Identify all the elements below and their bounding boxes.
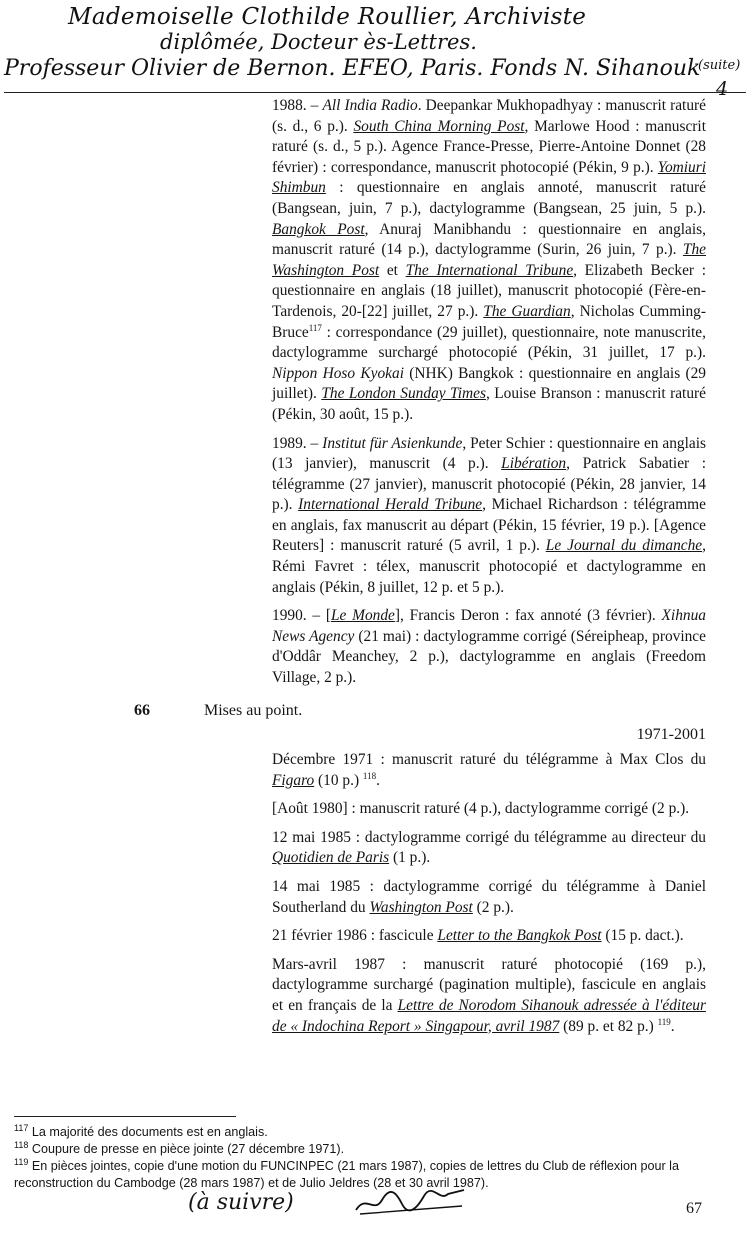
publication-title: Bangkok Post <box>272 220 365 238</box>
page-number: 67 <box>686 1200 702 1217</box>
handwritten-header-line-2: diplômée, Docteur ès-Lettres. <box>160 30 477 54</box>
paragraph <box>272 434 706 599</box>
publication-title: The Washington Post <box>272 241 706 279</box>
publication-title: Libération <box>501 455 567 473</box>
header-divider <box>4 92 746 93</box>
text-run: 1990. – [ <box>272 607 331 625</box>
footnote <box>14 1124 734 1141</box>
organization-name: Xihnua News Agency <box>272 607 706 645</box>
text-run: (NHK) Bangkok : questionnaire en anglais (29 juillet). <box>272 364 707 403</box>
entry-title: Mises au point. <box>204 702 303 719</box>
paragraph <box>272 926 706 947</box>
publication-title: Le Journal du dimanche <box>545 537 703 555</box>
text-run: et <box>379 261 406 279</box>
footnote <box>14 1141 734 1158</box>
handwritten-continuation: (à suivre) <box>188 1190 294 1215</box>
paragraph <box>272 828 706 869</box>
text-run: Mars-avril 1987 : manuscrit raturé photocopié (169 p.), dactylogramme surchargé (pagination multiple), fascicule en anglais et en français de la <box>272 955 706 1014</box>
footnote-ref: 119 <box>657 1016 671 1027</box>
paragraph <box>272 955 706 1037</box>
text-run: : questionnaire en anglais annoté, manuscrit raturé (Bangsean, juin, 7 p.), dactylogramme (Bangsean, 25 juin, 5 p.). <box>272 179 706 217</box>
handwritten-signature <box>352 1180 472 1220</box>
text-run: . <box>376 771 380 789</box>
text-run: . Deepankar Mukhopadhyay : manuscrit raturé (s. d., 6 p.). <box>272 97 706 135</box>
handwritten-header-line-1: Mademoiselle Clothilde Roullier, Archiviste <box>68 4 587 30</box>
paragraph <box>272 606 706 688</box>
publication-title: The International Tribune <box>405 261 574 279</box>
footnote-text: Coupure de presse en pièce jointe (27 décembre 1971). <box>28 1142 345 1156</box>
text-run: (21 mai) : dactylogramme corrigé (Séreipheap, province d'Oddâr Meanchey, 2 p.), dactylogramme en anglais (Freedom Village, 2 p.). <box>272 627 706 687</box>
text-run: . <box>670 1017 675 1035</box>
paragraph <box>272 877 706 918</box>
text-run: (1 p.). <box>389 849 431 867</box>
footnote-number: 117 <box>14 1122 29 1133</box>
text-run: 21 février 1986 : fascicule <box>272 927 438 945</box>
footnote-number: 119 <box>14 1156 29 1167</box>
text-run: Décembre 1971 : manuscrit raturé du télégramme à Max Clos du <box>272 751 706 768</box>
text-run: (15 p. dact.). <box>601 927 684 945</box>
footnote-text: La majorité des documents est en anglais. <box>28 1125 268 1139</box>
footnote-ref: 117 <box>308 322 322 333</box>
publication-title: Quotidien de Paris <box>272 849 390 867</box>
publication-title: Le Monde <box>330 607 395 625</box>
entry-number: 66 <box>134 702 150 719</box>
publication-title: International Herald Tribune <box>298 496 483 514</box>
publication-title: Washington Post <box>369 898 473 916</box>
text-run: , Louise Branson : manuscrit raturé (Pékin, 30 août, 15 p.). <box>272 385 706 423</box>
entry-date-range: 1971-2001 <box>636 726 706 743</box>
footnote-divider <box>14 1116 236 1117</box>
section-mises-au-point <box>272 750 706 1045</box>
paragraph <box>272 799 706 820</box>
publication-title: The Guardian <box>483 302 571 320</box>
text-run: 1988. – <box>272 97 323 114</box>
text-run: (2 p.). <box>472 898 514 916</box>
text-run: 14 mai 1985 : dactylogramme corrigé du télégramme à Daniel Southerland du <box>272 877 706 916</box>
handwritten-sheet-number: 4 <box>716 78 729 100</box>
publication-title: Figaro <box>272 771 315 789</box>
text-run: , Patrick Sabatier : télégramme (27 janvier), manuscrit photocopié (Pékin, 28 janvier, 14 p.). <box>272 455 707 514</box>
handwritten-suite-note: (suite) <box>698 58 741 73</box>
footnote-text: En pièces jointes, copie d'une motion du FUNCINPEC (21 mars 1987), copies de lettres du Club de réflexion pour la reconstruction du Cambodge (28 mars 1987) et de Julio Jeldres (28 et 30 avril 1987). <box>14 1159 679 1190</box>
text-run: (89 p. et 82 p.) <box>559 1017 658 1035</box>
publication-title: Yomiuri Shimbun <box>272 158 706 197</box>
text-run: , Elizabeth Becker : questionnaire en anglais (18 juillet), manuscrit photocopié (Fère-en-Tardenois, 20-[22] juillet, 27 p.). <box>272 261 706 320</box>
paragraph <box>272 96 706 426</box>
text-run: , Nicholas Cumming-Bruce <box>272 302 706 341</box>
publication-title: South China Morning Post <box>353 117 525 135</box>
text-run: ], Francis Deron : fax annoté (3 février). <box>394 607 662 625</box>
text-run: 1989. – <box>272 434 323 452</box>
publication-title: The London Sunday Times <box>321 385 486 403</box>
text-run: (10 p.) <box>314 771 363 789</box>
text-run: , Rémi Favret : télex, manuscrit photocopié et dactylogramme en anglais (Pékin, 8 juillet, 12 p. et 5 p.). <box>272 537 706 596</box>
text-run: , Peter Schier : questionnaire en anglais (13 janvier), manuscrit (4 p.). <box>272 434 707 473</box>
publication-title: Letter to the Bangkok Post <box>437 927 602 945</box>
handwritten-header-line-3: Professeur Olivier de Bernon. EFEO, Paris. Fonds N. Sihanouk <box>4 56 701 81</box>
text-run: , Anuraj Manibhandu : questionnaire en anglais, manuscrit raturé (14 p.), dactylogramme (Surin, 26 juin, 7 p.). <box>272 220 706 259</box>
text-run: 12 mai 1985 : dactylogramme corrigé du télégramme au directeur du <box>272 828 706 846</box>
footnote-number: 118 <box>14 1139 29 1150</box>
text-run: , Marlowe Hood : manuscrit raturé (s. d., 5 p.). Agence France-Presse, Pierre-Antoine Donnet (28 février) : correspondance, manuscrit photocopié (Pékin, 9 p.). <box>272 117 706 176</box>
text-run: : correspondance (29 juillet), questionnaire, note manuscrite, dactylogramme surchargé photocopié (Pékin, 31 juillet, 17 p.). <box>272 323 706 362</box>
publication-title: Lettre de Norodom Sihanouk adressée à l'éditeur de « Indochina Report » Singapour, avril 1987 <box>272 996 706 1035</box>
organization-name: Institut für Asienkunde <box>322 434 463 452</box>
paragraph <box>272 750 706 791</box>
section-1988-1990 <box>272 96 706 697</box>
footnote-ref: 118 <box>362 770 377 781</box>
organization-name: All India Radio <box>322 97 418 114</box>
text-run: , Michael Richardson : télégramme en anglais, fax manuscrit au départ (Pékin, 15 février, 19 p.). [Agence Reuters] : manuscrit raturé (5 avril, 1 p.). <box>272 496 706 555</box>
text-run: [Août 1980] : manuscrit raturé (4 p.), dactylogramme corrigé (2 p.). <box>272 800 690 818</box>
organization-name: Nippon Hoso Kyokai <box>272 364 404 382</box>
